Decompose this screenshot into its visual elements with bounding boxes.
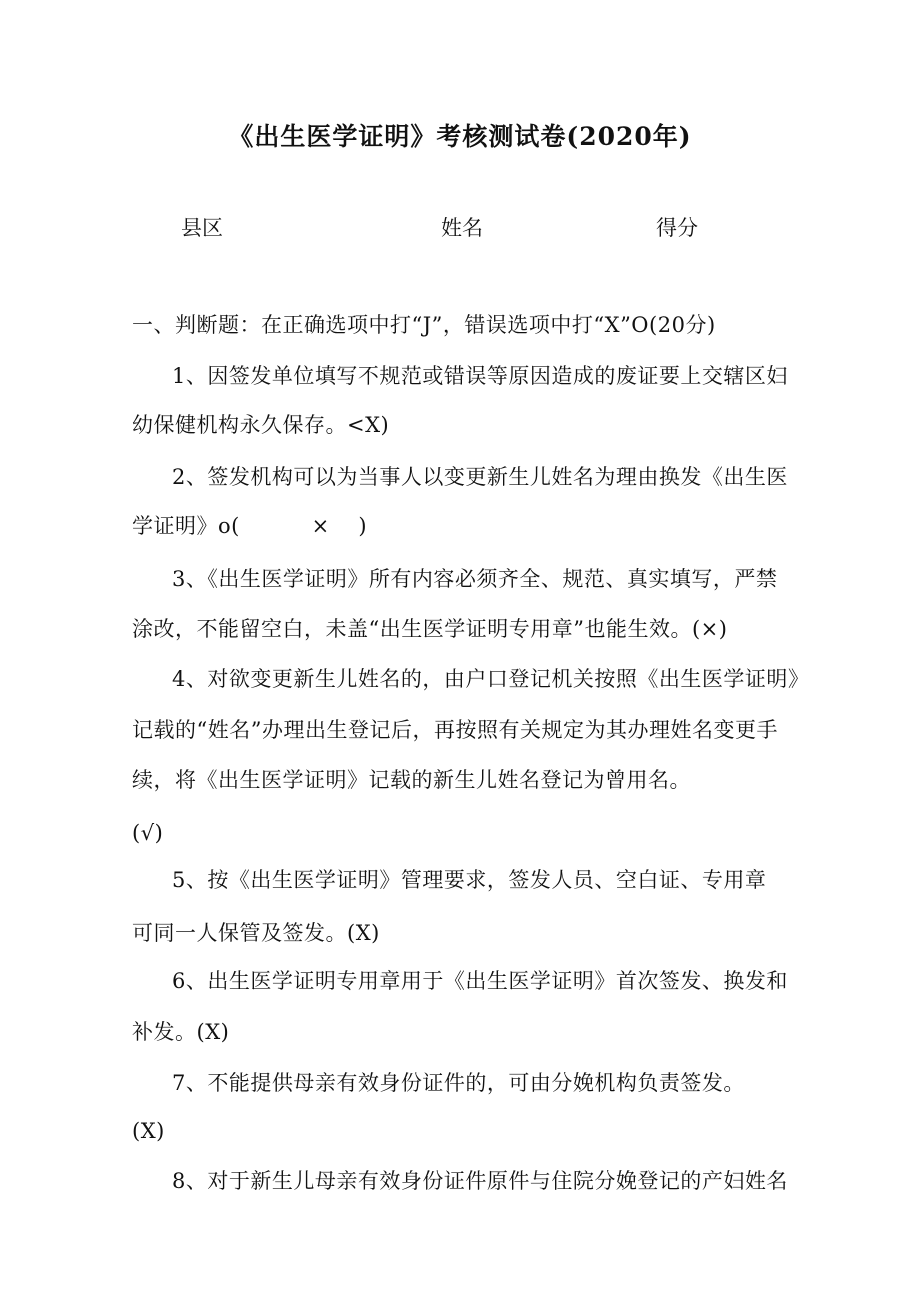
question-1-line-1: 1、因签发单位填写不规范或错误等原因造成的废证要上交辖区妇 [172,364,788,388]
score-field-label: 得分 [656,216,698,240]
question-3-line-1: 3、《出生医学证明》所有内容必须齐全、规范、真实填写，严禁 [172,567,778,591]
section-heading: 一、判断题：在正确选项中打“J”，错误选项中打“X”O(20分) [132,313,716,337]
question-5-line-2: 可同一人保管及签发。(X) [132,921,380,945]
question-3-line-2: 涂改，不能留空白，未盖“出生医学证明专用章”也能生效。(×) [132,617,728,641]
question-4-line-4: (√) [132,821,164,845]
question-8-line-1: 8、对于新生儿母亲有效身份证件原件与住院分娩登记的产妇姓名 [172,1169,788,1193]
question-2-line-1: 2、签发机构可以为当事人以变更新生儿姓名为理由换发《出生医 [172,465,788,489]
question-4-line-3: 续，将《出生医学证明》记载的新生儿姓名登记为曾用名。 [132,768,691,792]
question-5-line-1: 5、按《出生医学证明》管理要求，签发人员、空白证、专用章 [172,868,767,892]
question-4-line-1: 4、对欲变更新生儿姓名的，由户口登记机关按照《出生医学证明》 [172,667,810,691]
name-field-label: 姓名 [441,216,483,240]
question-7-line-1: 7、不能提供母亲有效身份证件的，可由分娩机构负责签发。 [172,1071,745,1095]
question-7-line-2: (X) [132,1119,165,1143]
question-1-line-2: 幼保健机构永久保存。<X) [132,413,390,437]
question-2-line-2: 学证明》o( × ) [132,514,368,538]
document-title: 《出生医学证明》考核测试卷(2020年) [228,122,692,151]
county-field-label: 县区 [181,216,223,240]
question-4-line-2: 记载的“姓名”办理出生登记后，再按照有关规定为其办理姓名变更手 [132,718,778,742]
question-6-line-1: 6、出生医学证明专用章用于《出生医学证明》首次签发、换发和 [172,969,788,993]
question-6-line-2: 补发。(X) [132,1020,230,1044]
